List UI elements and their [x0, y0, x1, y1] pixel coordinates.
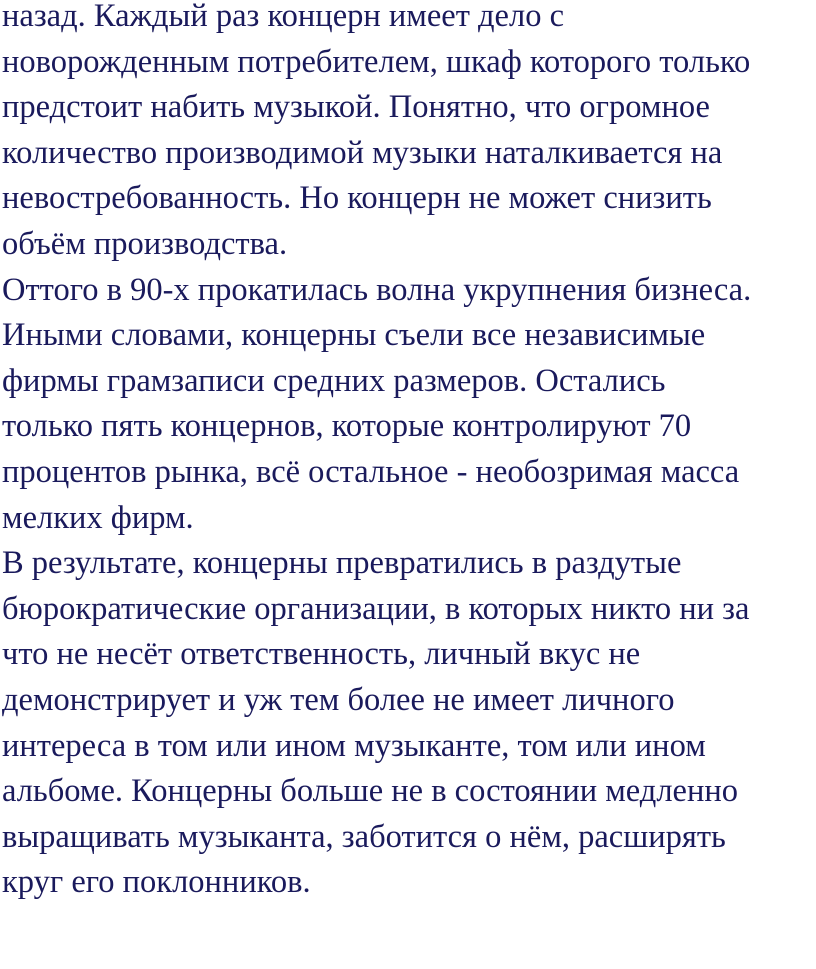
text-line: новорожденным потребителем, шкаф которого только: [2, 43, 751, 80]
text-line: только пять концернов, которые контролируют 70: [2, 408, 692, 445]
text-line: интереса в том или ином музыканте, том или ином: [2, 727, 706, 764]
text-line: назад. Каждый раз концерн имеет дело с: [2, 0, 565, 34]
text-line: альбоме. Концерны больше не в состоянии медленно: [2, 773, 739, 810]
text-line: фирмы грамзаписи средних размеров. Остались: [2, 362, 666, 399]
text-line: бюрократические организации, в которых никто ни за: [2, 590, 750, 627]
text-line: демонстрирует и уж тем более не имеет личного: [2, 681, 675, 718]
text-line: выращивать музыканта, заботится о нём, расширять: [2, 818, 726, 855]
text-line: процентов рынка, всё остальное - необозримая масса: [2, 453, 740, 490]
text-line: Иными словами, концерны съели все независимые: [2, 317, 706, 354]
text-line: В результате, концерны превратились в раздутые: [2, 545, 682, 582]
text-line: Оттого в 90-х прокатилась волна укрупнения бизнеса.: [2, 271, 752, 308]
text-line: количество производимой музыки наталкивается на: [2, 134, 723, 171]
text-line: мелких фирм.: [2, 499, 194, 536]
text-line: невостребованность. Но концерн не может снизить: [2, 180, 712, 217]
text-line: объём производства.: [2, 225, 288, 262]
text-line: предстоит набить музыкой. Понятно, что огромное: [2, 89, 710, 126]
text-line: круг его поклонников.: [2, 864, 311, 901]
text-line: что не несёт ответственность, личный вкус не: [2, 636, 641, 673]
document-text: [2, 0, 814, 906]
